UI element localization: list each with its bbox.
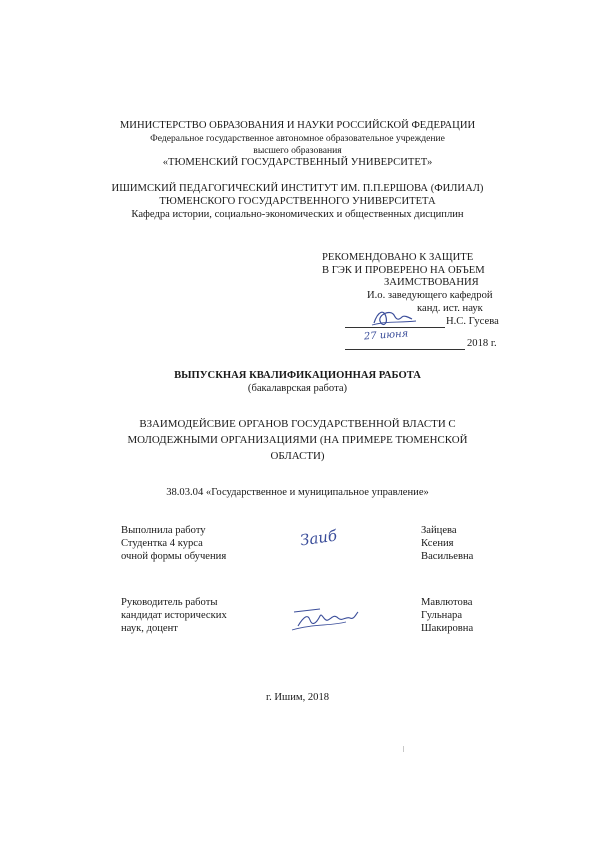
- approval-line-2: В ГЭК И ПРОВЕРЕНО НА ОБЪЕМ: [322, 265, 485, 276]
- specialty-line: 38.03.04 «Государственное и муниципальное управление»: [166, 487, 429, 498]
- supervisor-label-3: наук, доцент: [121, 623, 178, 634]
- approval-degree: канд. ист. наук: [417, 303, 483, 314]
- approval-position: И.о. заведующего кафедрой: [367, 290, 493, 301]
- head-signature-icon: [368, 305, 420, 331]
- approval-year: 2018 г.: [467, 338, 497, 349]
- author-label-1: Выполнила работу: [121, 525, 206, 536]
- work-type: ВЫПУСКНАЯ КВАЛИФИКАЦИОННАЯ РАБОТА: [174, 370, 421, 381]
- title-line-2: МОЛОДЕЖНЫМИ ОРГАНИЗАЦИЯМИ (НА ПРИМЕРЕ ТЮМЕНСКОЙ: [127, 434, 468, 446]
- approval-date-handwritten: 27 июня: [363, 328, 409, 343]
- supervisor-label-2: кандидат исторических: [121, 610, 227, 621]
- author-surname: Зайцева: [421, 525, 457, 536]
- ministry-line: МИНИСТЕРСТВО ОБРАЗОВАНИЯ И НАУКИ РОССИЙСКОЙ ФЕДЕРАЦИИ: [119, 120, 476, 131]
- scan-artifact: [403, 746, 404, 752]
- supervisor-patronymic: Шакировна: [421, 623, 474, 634]
- federal-line: Федеральное государственное автономное образовательное учреждение: [150, 133, 445, 144]
- author-signature: Заиб: [298, 526, 339, 550]
- title-line-3: ОБЛАСТИ): [270, 450, 325, 462]
- approval-name: Н.С. Гусева: [446, 316, 499, 327]
- institute-line-2: ТЮМЕНСКОГО ГОСУДАРСТВЕННОГО УНИВЕРСИТЕТА: [159, 196, 436, 207]
- department-line: Кафедра истории, социально-экономических и общественных дисциплин: [131, 209, 464, 220]
- supervisor-surname: Мавлютова: [421, 597, 473, 608]
- author-patronymic: Васильевна: [421, 551, 474, 562]
- institute-line-1: ИШИМСКИЙ ПЕДАГОГИЧЕСКИЙ ИНСТИТУТ ИМ. П.П.ЕРШОВА (ФИЛИАЛ): [111, 183, 484, 194]
- author-first-name: Ксения: [421, 538, 454, 549]
- city-year: г. Ишим, 2018: [265, 692, 330, 703]
- work-subtype: (бакалаврская работа): [247, 383, 348, 394]
- approval-line-3: ЗАИМСТВОВАНИЯ: [384, 277, 479, 288]
- university-line: «ТЮМЕНСКИЙ ГОСУДАРСТВЕННЫЙ УНИВЕРСИТЕТ»: [162, 157, 433, 168]
- approval-line-1: РЕКОМЕНДОВАНО К ЗАЩИТЕ: [322, 252, 474, 263]
- supervisor-label-1: Руководитель работы: [121, 597, 218, 608]
- higher-ed-line: высшего образования: [253, 145, 342, 156]
- author-label-2: Студентка 4 курса: [121, 538, 203, 549]
- author-label-3: очной формы обучения: [121, 551, 227, 562]
- supervisor-signature-icon: [290, 606, 362, 634]
- title-line-1: ВЗАИМОДЕЙСВИЕ ОРГАНОВ ГОСУДАРСТВЕННОЙ ВЛАСТИ С: [139, 418, 456, 430]
- supervisor-first-name: Гульнара: [421, 610, 463, 621]
